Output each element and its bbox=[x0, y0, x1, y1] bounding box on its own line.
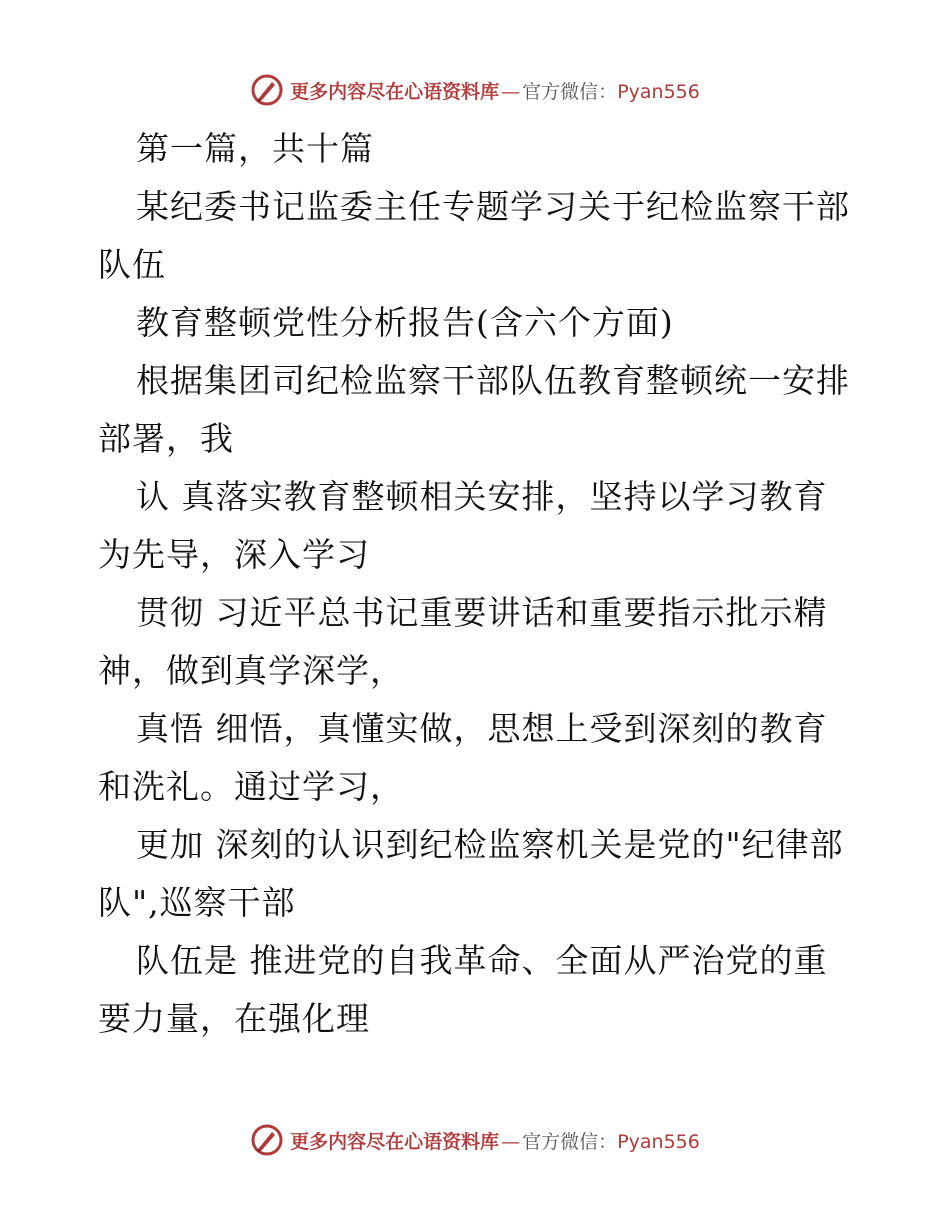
doc-line: 队",巡察干部 bbox=[98, 883, 296, 922]
doc-line: 认 真落实教育整顿相关安排，坚持以学习教育 bbox=[136, 477, 828, 516]
document-body bbox=[98, 120, 858, 1048]
banner-sub-text: 官方微信： bbox=[522, 80, 618, 103]
banner-wechat-id: Pyan556 bbox=[617, 1130, 700, 1153]
doc-line: 更加 深刻的认识到纪检监察机关是党的"纪律部 bbox=[136, 825, 844, 864]
footer-banner bbox=[0, 1120, 950, 1160]
banner-dash: — bbox=[501, 1130, 521, 1153]
doc-line: 真悟 细悟，真懂实做，思想上受到深刻的教育 bbox=[136, 709, 828, 748]
banner-main-text: 更多内容尽在心语资料库 bbox=[290, 1130, 500, 1153]
doc-line: 根据集团司纪检监察干部队伍教育整顿统一安排 bbox=[136, 361, 850, 400]
header-banner bbox=[0, 70, 950, 110]
doc-line: 和洗礼。通过学习， bbox=[98, 767, 404, 806]
doc-line: 为先导，深入学习 bbox=[98, 535, 370, 574]
banner-dash: — bbox=[501, 80, 521, 103]
doc-line: 队伍是 推进党的自我革命、全面从严治党的重 bbox=[136, 941, 828, 980]
banner-text bbox=[290, 77, 700, 104]
doc-line: 部署，我 bbox=[98, 419, 234, 458]
doc-line: 第一篇，共十篇 bbox=[136, 129, 374, 168]
banner-text bbox=[290, 1127, 700, 1154]
banner-wechat-id: Pyan556 bbox=[617, 80, 700, 103]
doc-line: 贯彻 习近平总书记重要讲话和重要指示批示精 bbox=[136, 593, 828, 632]
banner-main-text: 更多内容尽在心语资料库 bbox=[290, 80, 500, 103]
doc-line: 教育整顿党性分析报告(含六个方面) bbox=[136, 303, 674, 342]
quill-pen-logo-icon bbox=[250, 1123, 284, 1157]
doc-line: 队伍 bbox=[98, 245, 166, 284]
doc-line: 某纪委书记监委主任专题学习关于纪检监察干部 bbox=[136, 187, 850, 226]
doc-line: 要力量，在强化理 bbox=[98, 999, 370, 1038]
banner-sub-text: 官方微信： bbox=[522, 1130, 618, 1153]
doc-line: 神，做到真学深学， bbox=[98, 651, 404, 690]
quill-pen-logo-icon bbox=[250, 73, 284, 107]
